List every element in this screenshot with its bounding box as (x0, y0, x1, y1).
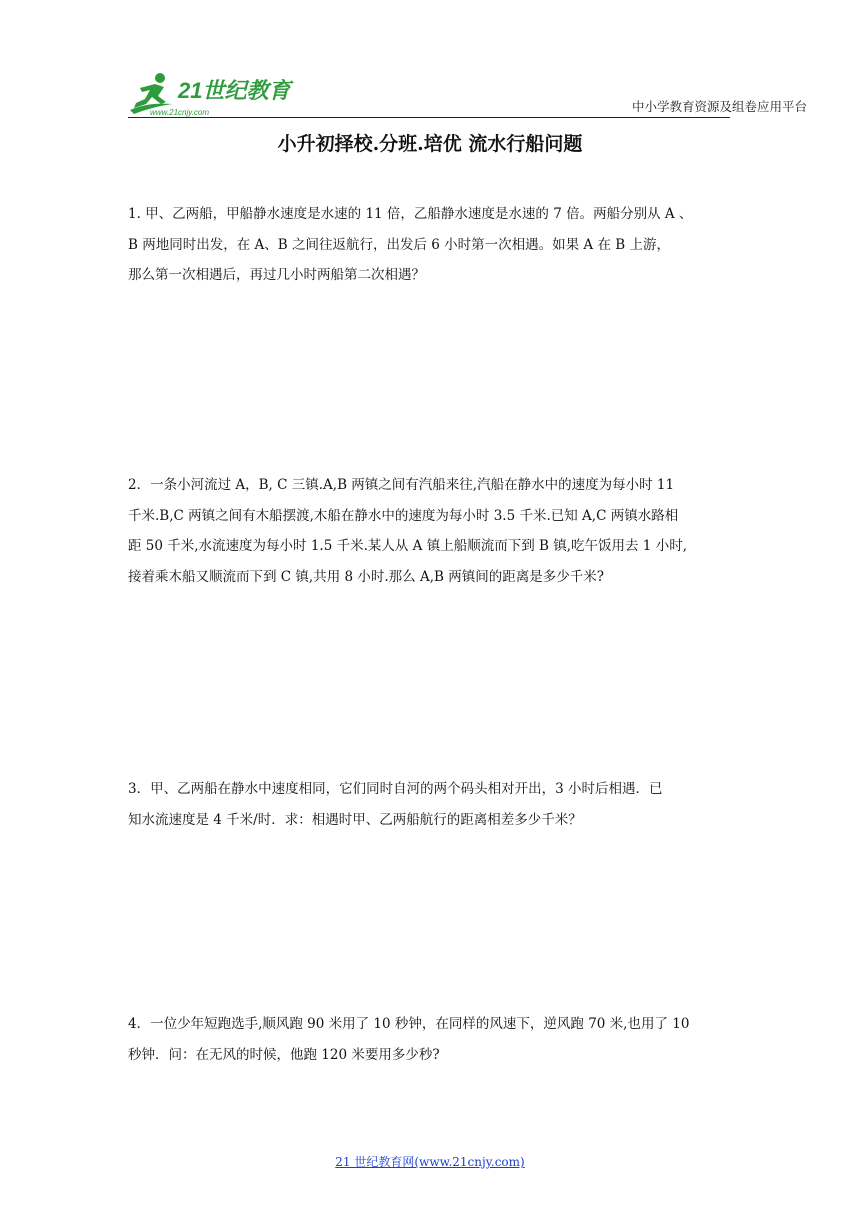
question-line: 2．一条小河流过 A，B, C 三镇.A,B 两镇之间有汽船来往,汽船在静水中的速度为每小时 11 (128, 477, 675, 493)
platform-name: 中小学教育资源及组卷应用平台 (632, 99, 808, 114)
question-line: B 两地同时出发，在 A、B 之间往返航行，出发后 6 小时第一次相遇。如果 A 在 B 上游， (128, 236, 670, 253)
footer-link[interactable]: 21 世纪教育网(www.21cnjy.com) (335, 1155, 525, 1169)
question-line: 3．甲、乙两船在静水中速度相同，它们同时自河的两个码头相对开出，3 小时后相遇．已 (128, 781, 663, 797)
question-4 (128, 1009, 736, 1070)
svg-text:www.21cnjy.com: www.21cnjy.com (150, 108, 209, 117)
question-1 (128, 199, 736, 291)
runner-logo-icon (128, 68, 308, 118)
svg-text:21世纪教育: 21世纪教育 (178, 78, 291, 103)
question-2 (128, 470, 736, 592)
question-line: 距 50 千米,水流速度为每小时 1.5 千米.某人从 A 镇上船顺流而下到 B 镇,吃午饭用去 1 小时, (128, 538, 687, 554)
page-title: 小升初择校.分班.培优 流水行船问题 (277, 133, 583, 155)
question-line: 接着乘木船又顺流而下到 C 镇,共用 8 小时.那么 A,B 两镇间的距离是多少千米? (128, 568, 604, 585)
question-line: 知水流速度是 4 千米/时．求：相遇时甲、乙两船航行的距离相差多少千米？ (128, 811, 582, 828)
question-3 (128, 774, 736, 835)
footer (0, 1153, 860, 1170)
site-logo (128, 68, 308, 118)
question-line: 4．一位少年短跑选手,顺风跑 90 米用了 10 秒钟，在同样的风速下，逆风跑 70 米,也用了 10 (128, 1016, 690, 1032)
header-divider (128, 117, 730, 118)
question-line: 秒钟．问：在无风的时候，他跑 120 米要用多少秒? (128, 1046, 440, 1063)
question-line: 1. 甲、乙两船，甲船静水速度是水速的 11 倍，乙船静水速度是水速的 7 倍。两船分别从 A 、 (128, 206, 693, 222)
question-line: 那么第一次相遇后，再过几小时两船第二次相遇？ (128, 267, 425, 283)
question-line: 千米.B,C 两镇之间有木船摆渡,木船在静水中的速度为每小时 3.5 千米.已知 A,C 两镇水路相 (128, 507, 679, 524)
